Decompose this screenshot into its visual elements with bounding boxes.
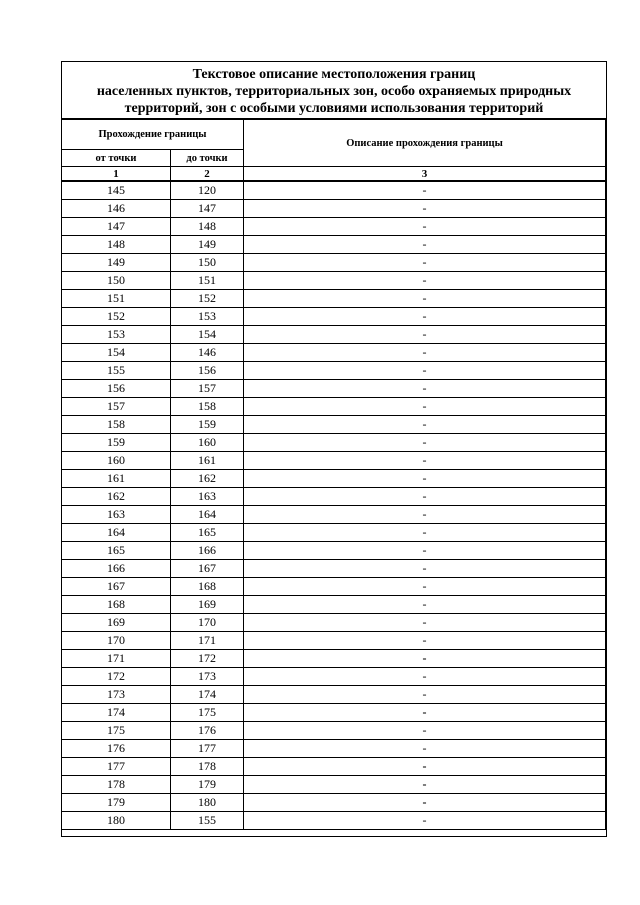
table-row — [62, 758, 606, 776]
table-row — [62, 614, 606, 632]
description-cell: - — [244, 506, 606, 524]
table-row — [62, 470, 606, 488]
description-cell: - — [244, 218, 606, 236]
header-from-point: от точки — [62, 150, 171, 167]
to-point-cell: 149 — [171, 236, 244, 254]
description-cell: - — [244, 398, 606, 416]
description-cell: - — [244, 308, 606, 326]
to-point-cell: 170 — [171, 614, 244, 632]
description-cell: - — [244, 560, 606, 578]
description-cell: - — [244, 434, 606, 452]
from-point-cell: 149 — [62, 254, 171, 272]
from-point-cell: 174 — [62, 704, 171, 722]
description-cell: - — [244, 200, 606, 218]
table-row — [62, 200, 606, 218]
to-point-cell: 177 — [171, 740, 244, 758]
description-cell: - — [244, 488, 606, 506]
to-point-cell: 158 — [171, 398, 244, 416]
from-point-cell: 177 — [62, 758, 171, 776]
from-point-cell: 171 — [62, 650, 171, 668]
to-point-cell: 164 — [171, 506, 244, 524]
to-point-cell: 160 — [171, 434, 244, 452]
table-row — [62, 596, 606, 614]
table-row — [62, 344, 606, 362]
description-cell: - — [244, 758, 606, 776]
description-cell: - — [244, 794, 606, 812]
table-row — [62, 704, 606, 722]
table-row — [62, 254, 606, 272]
from-point-cell: 172 — [62, 668, 171, 686]
to-point-cell: 176 — [171, 722, 244, 740]
to-point-cell: 146 — [171, 344, 244, 362]
document-title — [62, 62, 606, 119]
table-row — [62, 686, 606, 704]
header-to-point: до точки — [171, 150, 244, 167]
description-cell: - — [244, 524, 606, 542]
to-point-cell: 148 — [171, 218, 244, 236]
description-cell: - — [244, 181, 606, 200]
from-point-cell: 167 — [62, 578, 171, 596]
table-row — [62, 434, 606, 452]
table-row — [62, 632, 606, 650]
to-point-cell: 147 — [171, 200, 244, 218]
to-point-cell: 175 — [171, 704, 244, 722]
header-description: Описание прохождения границы — [244, 120, 606, 167]
from-point-cell: 159 — [62, 434, 171, 452]
table-row — [62, 722, 606, 740]
description-cell: - — [244, 614, 606, 632]
to-point-cell: 167 — [171, 560, 244, 578]
table-row — [62, 578, 606, 596]
table-row — [62, 542, 606, 560]
from-point-cell: 173 — [62, 686, 171, 704]
table-row — [62, 398, 606, 416]
table-row — [62, 560, 606, 578]
to-point-cell: 162 — [171, 470, 244, 488]
description-cell: - — [244, 722, 606, 740]
header-col-number-2: 2 — [171, 167, 244, 182]
to-point-cell: 179 — [171, 776, 244, 794]
title-line-1: Текстовое описание местоположения границ — [192, 66, 476, 82]
from-point-cell: 151 — [62, 290, 171, 308]
table-row — [62, 362, 606, 380]
from-point-cell: 179 — [62, 794, 171, 812]
to-point-cell: 173 — [171, 668, 244, 686]
description-cell: - — [244, 362, 606, 380]
boundary-table — [61, 119, 606, 830]
from-point-cell: 145 — [62, 181, 171, 200]
from-point-cell: 158 — [62, 416, 171, 434]
description-cell: - — [244, 686, 606, 704]
document-sheet — [61, 61, 607, 837]
table-row — [62, 236, 606, 254]
to-point-cell: 168 — [171, 578, 244, 596]
to-point-cell: 166 — [171, 542, 244, 560]
from-point-cell: 148 — [62, 236, 171, 254]
from-point-cell: 146 — [62, 200, 171, 218]
description-cell: - — [244, 542, 606, 560]
from-point-cell: 178 — [62, 776, 171, 794]
to-point-cell: 172 — [171, 650, 244, 668]
to-point-cell: 151 — [171, 272, 244, 290]
description-cell: - — [244, 326, 606, 344]
to-point-cell: 153 — [171, 308, 244, 326]
from-point-cell: 147 — [62, 218, 171, 236]
from-point-cell: 162 — [62, 488, 171, 506]
to-point-cell: 163 — [171, 488, 244, 506]
description-cell: - — [244, 452, 606, 470]
table-row — [62, 506, 606, 524]
to-point-cell: 171 — [171, 632, 244, 650]
table-body — [62, 181, 606, 830]
description-cell: - — [244, 380, 606, 398]
description-cell: - — [244, 290, 606, 308]
description-cell: - — [244, 740, 606, 758]
from-point-cell: 164 — [62, 524, 171, 542]
table-row — [62, 326, 606, 344]
to-point-cell: 152 — [171, 290, 244, 308]
from-point-cell: 160 — [62, 452, 171, 470]
table-row — [62, 380, 606, 398]
table-row — [62, 668, 606, 686]
from-point-cell: 165 — [62, 542, 171, 560]
table-row — [62, 416, 606, 434]
from-point-cell: 170 — [62, 632, 171, 650]
table-row — [62, 524, 606, 542]
to-point-cell: 174 — [171, 686, 244, 704]
from-point-cell: 180 — [62, 812, 171, 830]
from-point-cell: 152 — [62, 308, 171, 326]
header-col-number-3: 3 — [244, 167, 606, 182]
to-point-cell: 120 — [171, 181, 244, 200]
to-point-cell: 178 — [171, 758, 244, 776]
to-point-cell: 161 — [171, 452, 244, 470]
from-point-cell: 157 — [62, 398, 171, 416]
from-point-cell: 156 — [62, 380, 171, 398]
table-row — [62, 308, 606, 326]
to-point-cell: 169 — [171, 596, 244, 614]
from-point-cell: 161 — [62, 470, 171, 488]
from-point-cell: 163 — [62, 506, 171, 524]
description-cell: - — [244, 596, 606, 614]
from-point-cell: 153 — [62, 326, 171, 344]
table-row — [62, 488, 606, 506]
from-point-cell: 168 — [62, 596, 171, 614]
from-point-cell: 154 — [62, 344, 171, 362]
description-cell: - — [244, 704, 606, 722]
table-row — [62, 218, 606, 236]
description-cell: - — [244, 668, 606, 686]
table-row — [62, 181, 606, 200]
description-cell: - — [244, 650, 606, 668]
to-point-cell: 159 — [171, 416, 244, 434]
from-point-cell: 166 — [62, 560, 171, 578]
description-cell: - — [244, 416, 606, 434]
to-point-cell: 156 — [171, 362, 244, 380]
table-row — [62, 290, 606, 308]
description-cell: - — [244, 776, 606, 794]
table-row — [62, 812, 606, 830]
table-row — [62, 776, 606, 794]
title-line-2: населенных пунктов, территориальных зон, особо охраняемых природных — [96, 83, 572, 99]
from-point-cell: 169 — [62, 614, 171, 632]
from-point-cell: 155 — [62, 362, 171, 380]
table-row — [62, 650, 606, 668]
to-point-cell: 157 — [171, 380, 244, 398]
description-cell: - — [244, 272, 606, 290]
table-row — [62, 740, 606, 758]
from-point-cell: 175 — [62, 722, 171, 740]
to-point-cell: 154 — [171, 326, 244, 344]
description-cell: - — [244, 236, 606, 254]
header-passage: Прохождение границы — [62, 120, 244, 150]
to-point-cell: 165 — [171, 524, 244, 542]
to-point-cell: 150 — [171, 254, 244, 272]
description-cell: - — [244, 254, 606, 272]
to-point-cell: 180 — [171, 794, 244, 812]
table-row — [62, 272, 606, 290]
table-row — [62, 452, 606, 470]
from-point-cell: 176 — [62, 740, 171, 758]
table-row — [62, 794, 606, 812]
from-point-cell: 150 — [62, 272, 171, 290]
to-point-cell: 155 — [171, 812, 244, 830]
header-col-number-1: 1 — [62, 167, 171, 182]
title-line-3: территорий, зон с особыми условиями использования территорий — [124, 100, 544, 116]
description-cell: - — [244, 632, 606, 650]
description-cell: - — [244, 578, 606, 596]
description-cell: - — [244, 812, 606, 830]
description-cell: - — [244, 470, 606, 488]
description-cell: - — [244, 344, 606, 362]
